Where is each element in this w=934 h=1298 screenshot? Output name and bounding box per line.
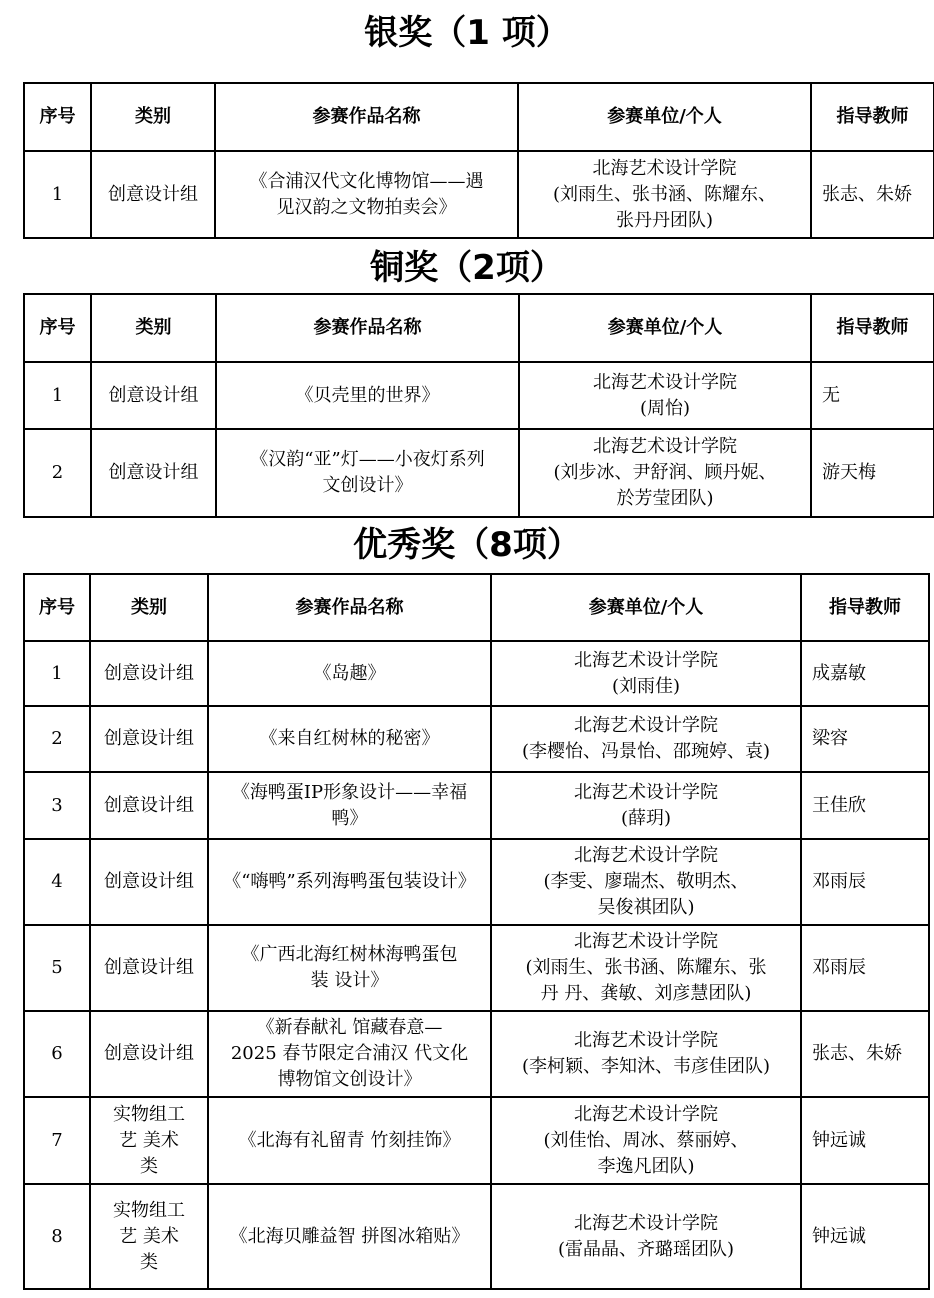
work-title-cell: 《贝壳里的世界》 <box>216 362 519 429</box>
table-row <box>24 151 934 238</box>
table-row <box>24 362 934 429</box>
work-title-cell: 《北海有礼留青 竹刻挂饰》 <box>208 1097 491 1184</box>
column-header: 序号 <box>24 574 90 641</box>
teacher-cell: 钟远诚 <box>801 1097 929 1184</box>
index-cell: 1 <box>24 151 91 238</box>
index-cell: 7 <box>24 1097 90 1184</box>
column-header: 类别 <box>91 294 216 362</box>
column-header: 参赛作品名称 <box>215 83 518 151</box>
section-title: 优秀奖（8项） <box>353 525 581 565</box>
work-title-cell: 《海鸭蛋IP形象设计——幸福 鸭》 <box>208 772 491 839</box>
column-header: 参赛单位/个人 <box>519 294 811 362</box>
section-title: 铜奖（2项） <box>370 248 564 288</box>
teacher-cell: 邓雨辰 <box>801 839 929 925</box>
index-cell: 1 <box>24 362 91 429</box>
column-header: 参赛作品名称 <box>208 574 491 641</box>
work-title-cell: 《岛趣》 <box>208 641 491 706</box>
teacher-cell: 梁容 <box>801 706 929 772</box>
entrant-cell: 北海艺术设计学院 (李樱怡、冯景怡、邵琬婷、袁) <box>491 706 801 772</box>
teacher-cell: 张志、朱娇 <box>801 1011 929 1097</box>
work-title-cell: 《广西北海红树林海鸭蛋包 装 设计》 <box>208 925 491 1011</box>
work-title-cell: 《“嗨鸭”系列海鸭蛋包装设计》 <box>208 839 491 925</box>
work-title-cell: 《新春献礼 馆藏春意— 2025 春节限定合浦汉 代文化 博物馆文创设计》 <box>208 1011 491 1097</box>
column-header: 序号 <box>24 83 91 151</box>
award-table <box>23 573 930 1290</box>
category-cell: 创意设计组 <box>91 362 216 429</box>
column-header: 参赛作品名称 <box>216 294 519 362</box>
index-cell: 2 <box>24 429 91 517</box>
entrant-cell: 北海艺术设计学院 (刘雨生、张书涵、陈耀东、张 丹 丹、龚敏、刘彦慧团队) <box>491 925 801 1011</box>
work-title-cell: 《汉韵“亚”灯——小夜灯系列 文创设计》 <box>216 429 519 517</box>
entrant-cell: 北海艺术设计学院 (李柯颖、李知沐、韦彦佳团队) <box>491 1011 801 1097</box>
work-title-cell: 《合浦汉代文化博物馆——遇 见汉韵之文物拍卖会》 <box>215 151 518 238</box>
table-row <box>24 839 929 925</box>
column-header: 参赛单位/个人 <box>518 83 811 151</box>
index-cell: 1 <box>24 641 90 706</box>
index-cell: 6 <box>24 1011 90 1097</box>
entrant-cell: 北海艺术设计学院 (李雯、廖瑞杰、敬明杰、 吴俊祺团队) <box>491 839 801 925</box>
category-cell: 实物组工 艺 美术 类 <box>90 1184 208 1289</box>
category-cell: 创意设计组 <box>90 839 208 925</box>
work-title-cell: 《北海贝雕益智 拼图冰箱贴》 <box>208 1184 491 1289</box>
index-cell: 3 <box>24 772 90 839</box>
teacher-cell: 张志、朱娇 <box>811 151 934 238</box>
category-cell: 创意设计组 <box>91 151 215 238</box>
section-title: 银奖（1 项） <box>364 13 570 53</box>
category-cell: 创意设计组 <box>90 706 208 772</box>
category-cell: 创意设计组 <box>90 641 208 706</box>
column-header: 序号 <box>24 294 91 362</box>
table-row <box>24 429 934 517</box>
header-row <box>24 294 934 362</box>
table-row <box>24 772 929 839</box>
index-cell: 5 <box>24 925 90 1011</box>
index-cell: 2 <box>24 706 90 772</box>
header-row <box>24 83 934 151</box>
teacher-cell: 无 <box>811 362 934 429</box>
teacher-cell: 邓雨辰 <box>801 925 929 1011</box>
entrant-cell: 北海艺术设计学院 (薛玥) <box>491 772 801 839</box>
column-header: 指导教师 <box>801 574 929 641</box>
award-table <box>23 82 934 239</box>
category-cell: 创意设计组 <box>90 772 208 839</box>
category-cell: 实物组工 艺 美术 类 <box>90 1097 208 1184</box>
table-row <box>24 706 929 772</box>
table-row <box>24 1097 929 1184</box>
award-table <box>23 293 934 518</box>
teacher-cell: 王佳欣 <box>801 772 929 839</box>
header-row <box>24 574 929 641</box>
column-header: 指导教师 <box>811 83 934 151</box>
work-title-cell: 《来自红树林的秘密》 <box>208 706 491 772</box>
column-header: 类别 <box>90 574 208 641</box>
index-cell: 4 <box>24 839 90 925</box>
column-header: 类别 <box>91 83 215 151</box>
table-row <box>24 641 929 706</box>
category-cell: 创意设计组 <box>90 1011 208 1097</box>
column-header: 参赛单位/个人 <box>491 574 801 641</box>
table-row <box>24 1011 929 1097</box>
entrant-cell: 北海艺术设计学院 (刘雨生、张书涵、陈耀东、 张丹丹团队) <box>518 151 811 238</box>
category-cell: 创意设计组 <box>91 429 216 517</box>
table-row <box>24 925 929 1011</box>
index-cell: 8 <box>24 1184 90 1289</box>
entrant-cell: 北海艺术设计学院 (刘雨佳) <box>491 641 801 706</box>
table-row <box>24 1184 929 1289</box>
teacher-cell: 游天梅 <box>811 429 934 517</box>
entrant-cell: 北海艺术设计学院 (刘佳怡、周冰、蔡丽婷、 李逸凡团队) <box>491 1097 801 1184</box>
category-cell: 创意设计组 <box>90 925 208 1011</box>
entrant-cell: 北海艺术设计学院 (雷晶晶、齐璐瑶团队) <box>491 1184 801 1289</box>
entrant-cell: 北海艺术设计学院 (刘步冰、尹舒润、顾丹妮、 於芳莹团队) <box>519 429 811 517</box>
column-header: 指导教师 <box>811 294 934 362</box>
teacher-cell: 成嘉敏 <box>801 641 929 706</box>
entrant-cell: 北海艺术设计学院 (周怡) <box>519 362 811 429</box>
teacher-cell: 钟远诚 <box>801 1184 929 1289</box>
